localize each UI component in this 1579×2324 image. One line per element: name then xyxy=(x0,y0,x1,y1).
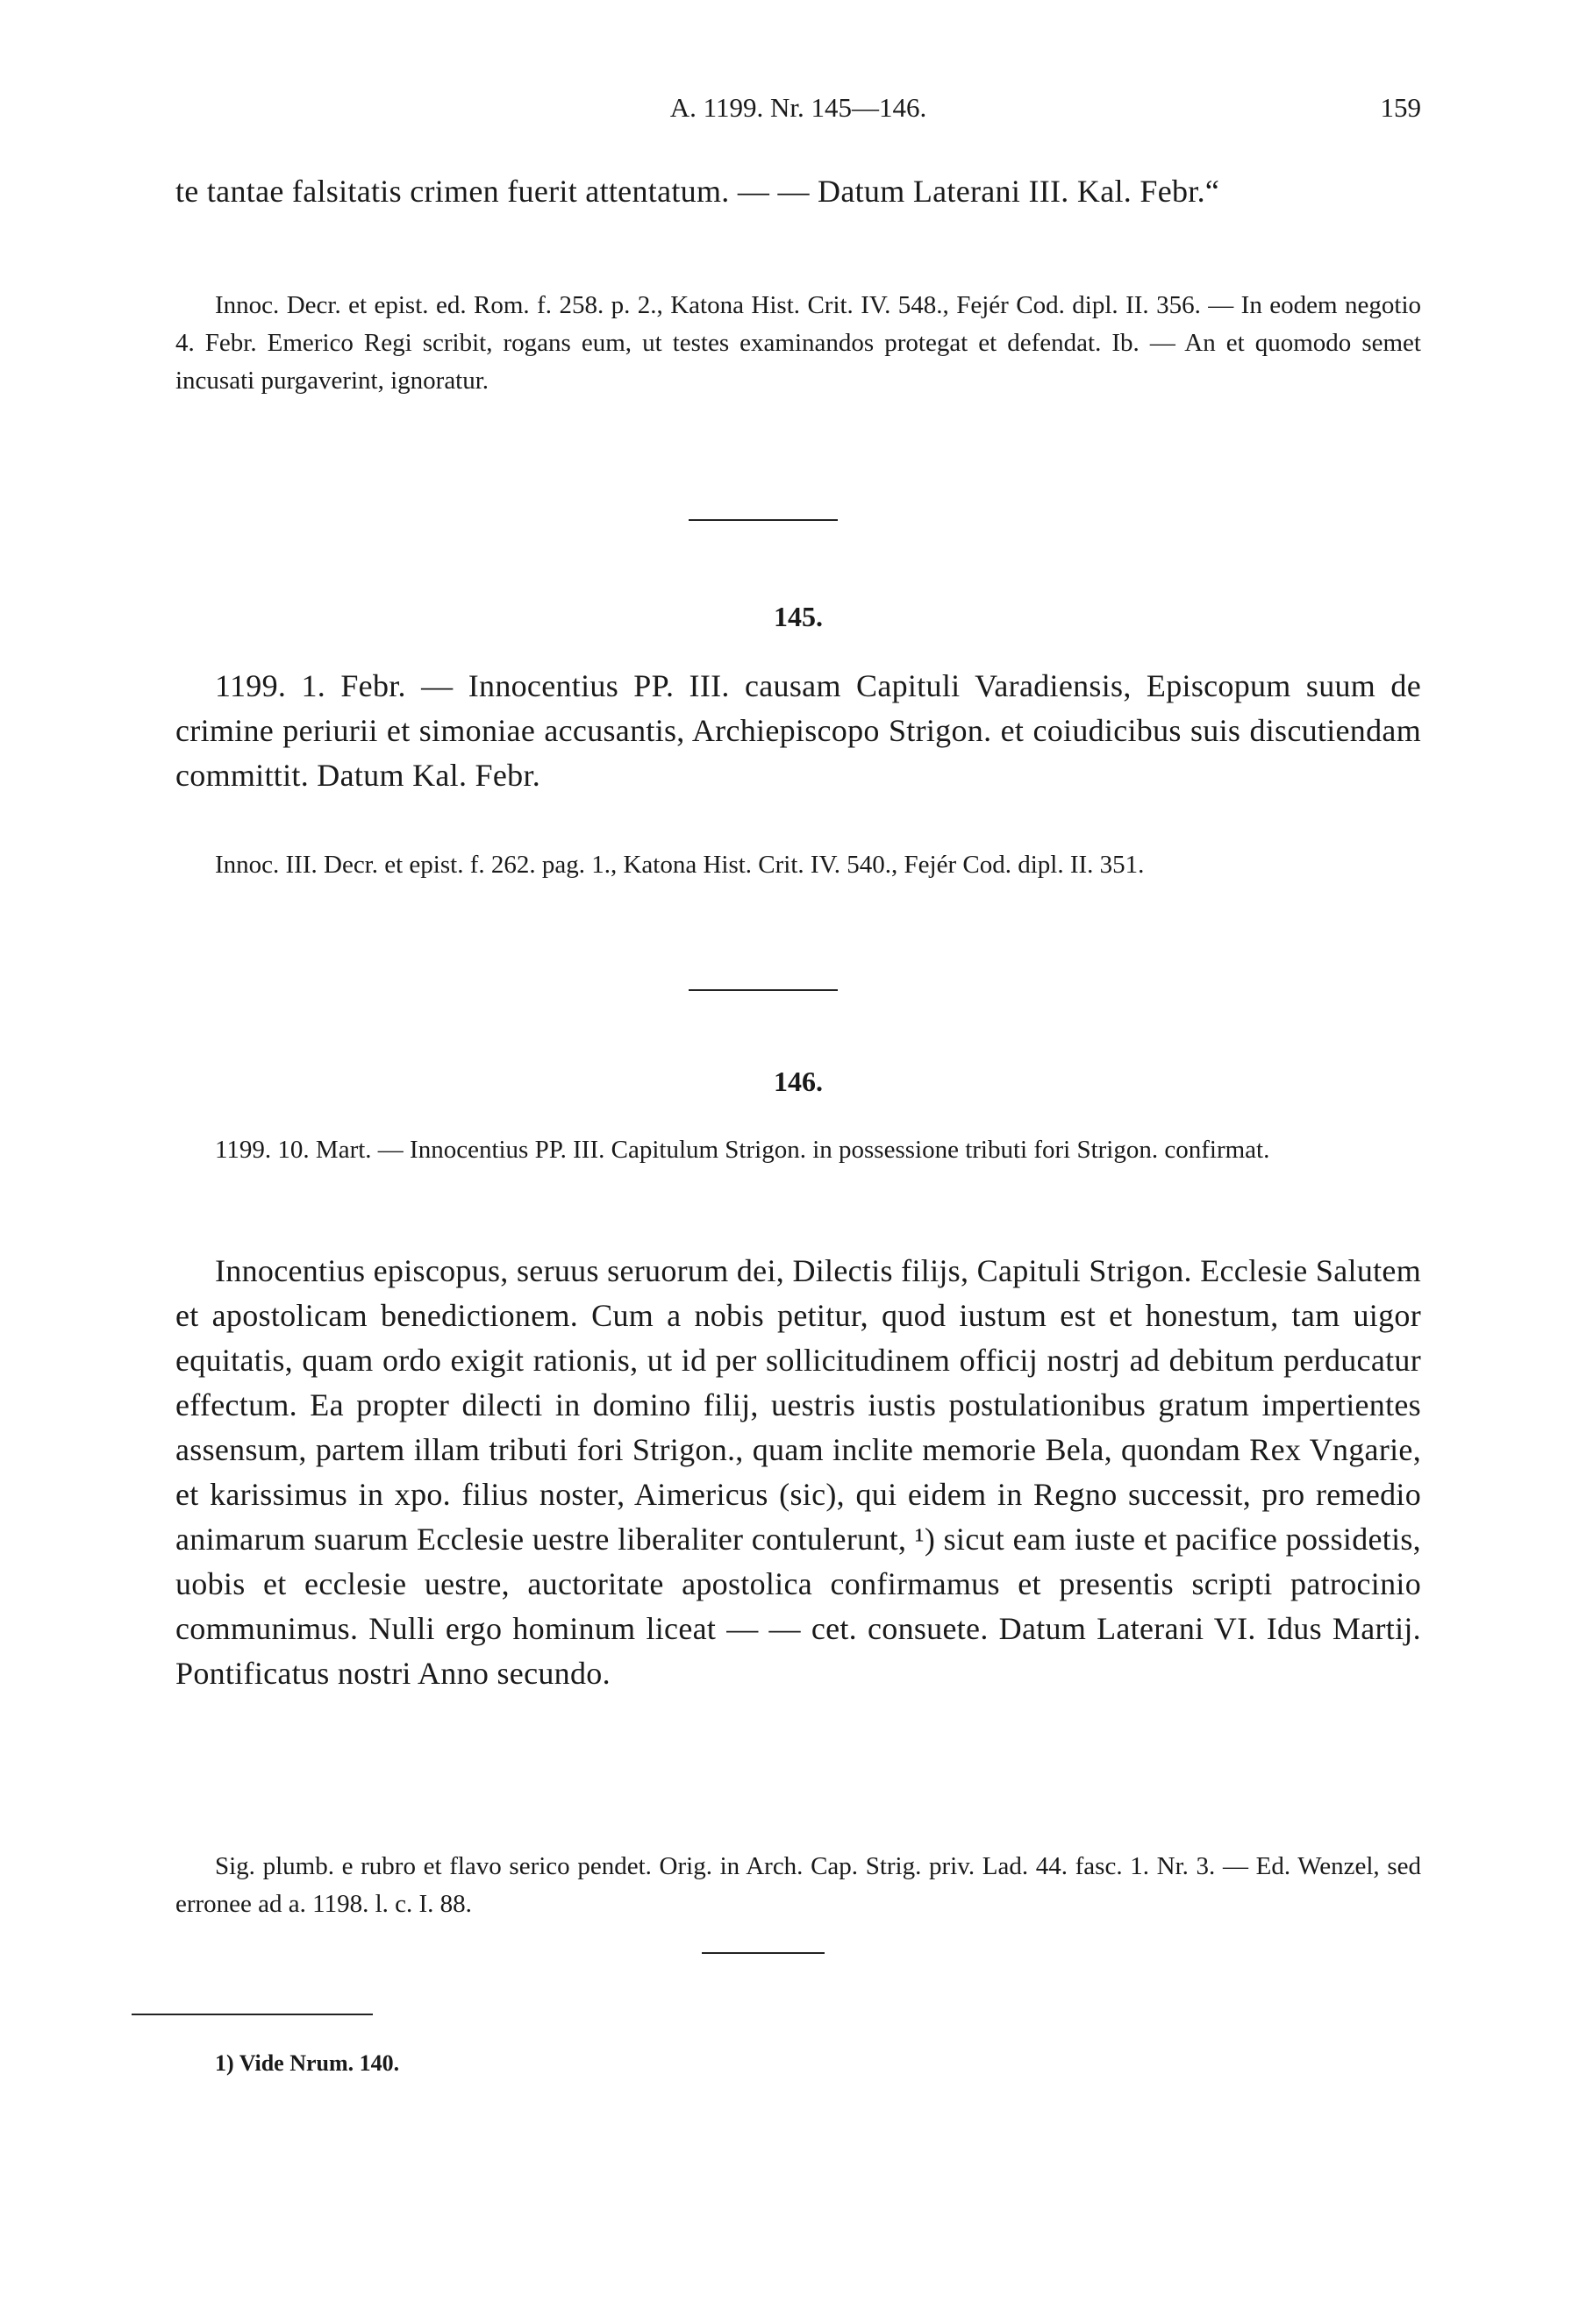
previous-document-text: te tantae falsitatis crimen fuerit attentatum. — — Datum Laterani III. Kal. Febr.“ xyxy=(175,174,1220,209)
footnote: 1) Vide Nrum. 140. xyxy=(215,2050,400,2076)
running-title: A. 1199. Nr. 145—146. xyxy=(669,92,927,123)
document-summary: 1199. 10. Mart. — Innocentius PP. III. Capitulum Strigon. in possessione tributi fori Strigon. confirmat. xyxy=(215,1136,1270,1164)
section-divider xyxy=(689,519,838,521)
section-divider xyxy=(689,989,838,991)
section-divider xyxy=(702,1952,825,1954)
document-summary: 1199. 1. Febr. — Innocentius PP. III. causam Capituli Varadiensis, Episcopum suum de crimine periurii et simoniae accusantis, Archiepiscopo Strigon. et coiudicibus suis discutiendam committit. Datum Kal. Febr. xyxy=(175,668,1421,793)
document-note: Sig. plumb. e rubro et flavo serico pendet. Orig. in Arch. Cap. Strig. priv. Lad. 44. fasc. 1. Nr. 3. — Ed. Wenzel, sed erronee ad a. 1198. l. c. I. 88. xyxy=(175,1852,1421,1918)
document-note: Innoc. III. Decr. et epist. f. 262. pag. 1., Katona Hist. Crit. IV. 540., Fejér Cod. dipl. II. 351. xyxy=(215,851,1145,879)
footnote-rule xyxy=(132,2014,373,2015)
previous-document-note: Innoc. Decr. et epist. ed. Rom. f. 258. p. 2., Katona Hist. Crit. IV. 548., Fejér Cod. dipl. II. 356. — In eodem negotio 4. Febr. Emerico Regi scribit, rogans eum, ut testes examinandos protegat et defendat. Ib. — An et quomodo semet incusati purgaverint, ignoratur. xyxy=(175,291,1421,395)
page-number: 159 xyxy=(1380,92,1421,123)
document-body-text: Innocentius episcopus, seruus seruorum dei, Dilectis filijs, Capituli Strigon. Ecclesie Salutem et apostolicam benedictionem. Cum a nobis petitur, quod iustum est et honestum, tam uigor equitatis, quam ordo exigit rationis, ut id per sollicitudinem officij nostrj ad debitum perducatur effectum. Ea propter dilecti in domino filij, uestris iustis postulationibus gratum impertientes assensum, partem illam tributi fori Strigon., quam inclite memorie Bela, quondam Rex Vngarie, et karissimus in xpo. filius noster, Aimericus (sic), qui eidem in Regno successit, pro remedio animarum suarum Ecclesie uestre liberaliter contulerunt, ¹) sicut eam iuste et pacifice possidetis, uobis et ecclesie uestre, auctoritate apostolica confirmamus et presentis scripti patrocinio communimus. Nulli ergo hominum liceat — — cet. consuete. Datum Laterani VI. Idus Martij. Pontificatus nostri Anno secundo. xyxy=(175,1253,1421,1691)
document-number: 146. xyxy=(774,1066,823,1097)
document-number: 145. xyxy=(774,601,823,632)
page-header xyxy=(175,92,1421,132)
